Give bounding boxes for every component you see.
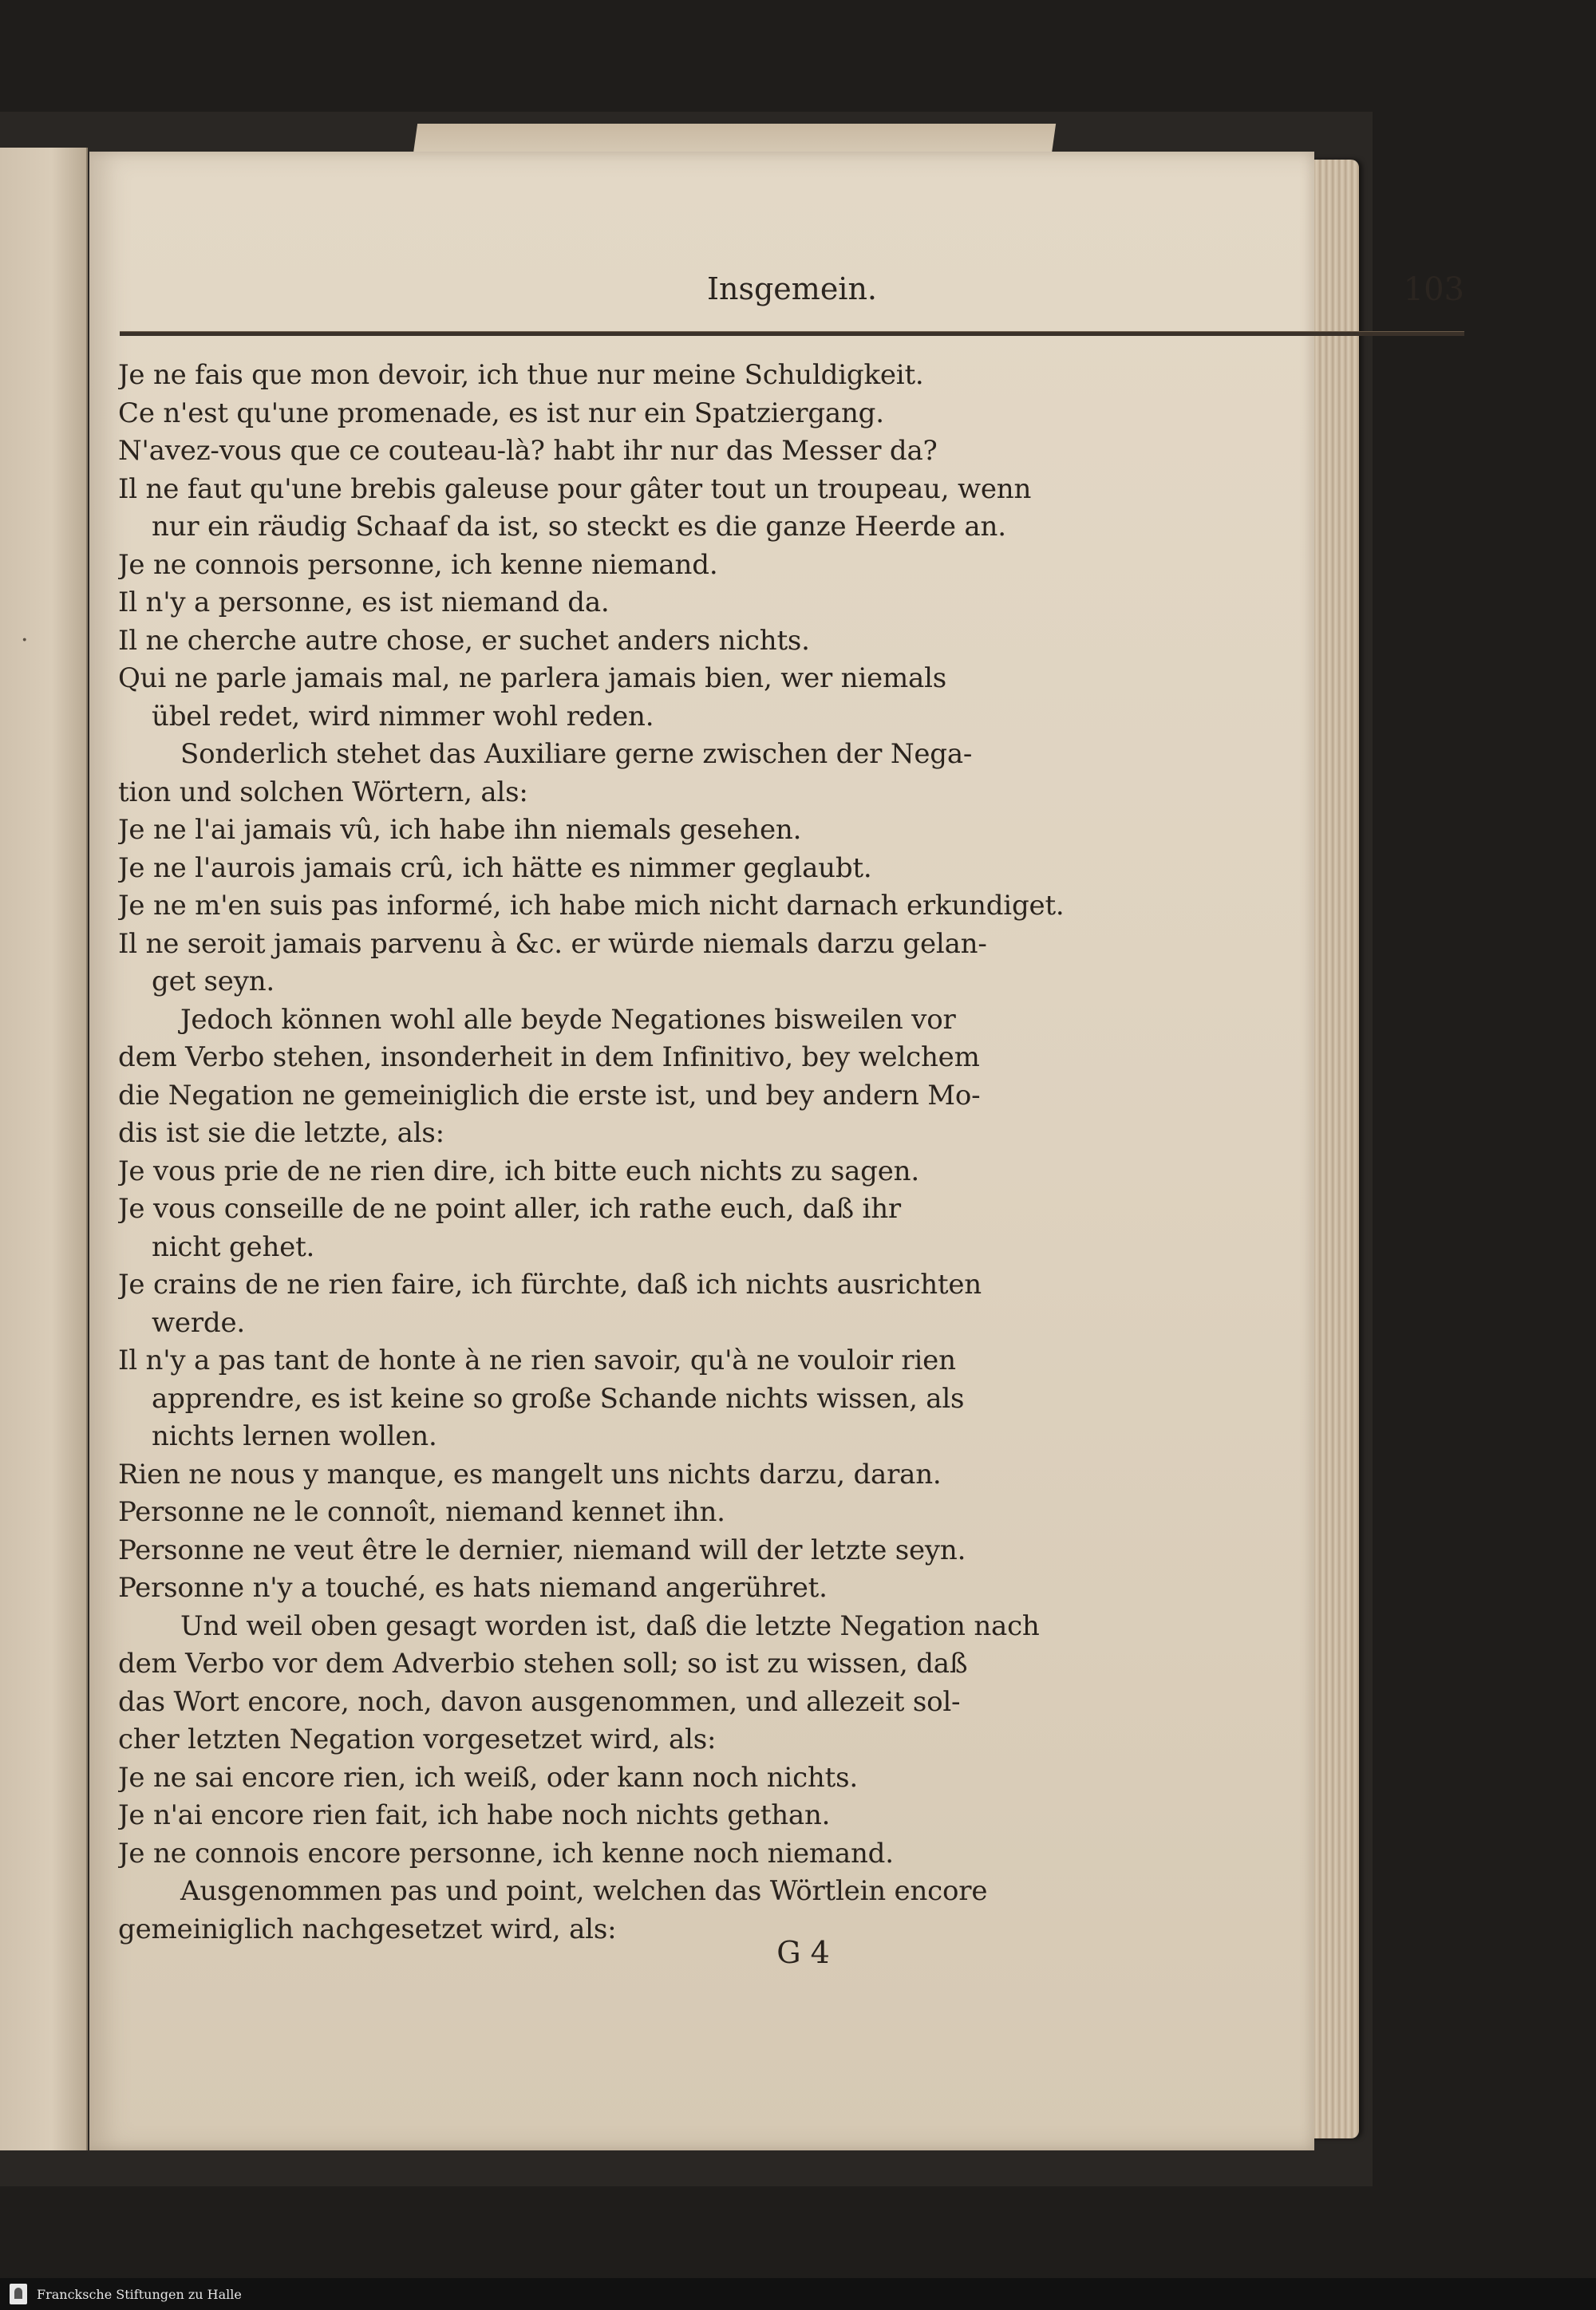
margin-mark: · [21,626,29,654]
text-line: dem Verbo vor dem Adverbio stehen soll; so ist zu wissen, daß [118,1648,968,1680]
text-line: Je ne connois encore personne, ich kenne noch niemand. [118,1837,894,1870]
text-line: get seyn. [152,965,275,997]
text-line: Jedoch können wohl alle beyde Negationes bisweilen vor [180,1003,956,1036]
text-line: werde. [152,1306,245,1339]
text-line: Und weil oben gesagt worden ist, daß die letzte Negation nach [180,1609,1040,1642]
text-line: übel redet, wird nimmer wohl reden. [152,700,654,732]
text-line: Il ne cherche autre chose, er suchet anders nichts. [118,624,810,657]
text-line: gemeiniglich nachgesetzet wird, als: [118,1913,617,1945]
text-line: cher letzten Negation vorgesetzet wird, als: [118,1724,717,1755]
text-line: Je vous prie de ne rien dire, ich bitte euch nichts zu sagen. [118,1155,919,1187]
text-line: Qui ne parle jamais mal, ne parlera jamais bien, wer niemals [118,662,946,694]
text-line: Je crains de ne rien faire, ich fürchte, daß ich nichts ausrichten [118,1269,982,1301]
text-line: die Negation ne gemeiniglich die erste ist, und bey andern Mo- [118,1079,981,1112]
signature-mark: G 4 [776,1935,830,1970]
text-line: Il n'y a personne, es ist niemand da. [118,586,610,618]
text-line: Je ne fais que mon devoir, ich thue nur meine Schuldigkeit. [118,359,924,391]
text-line: Je ne connois personne, ich kenne niemand. [118,548,718,581]
text-line: Je ne l'aurois jamais crû, ich hätte es nimmer geglaubt. [118,851,872,884]
foundation-logo-icon [10,2284,27,2304]
body-text [118,357,1488,1949]
text-line: dem Verbo stehen, insonderheit in dem Infinitivo, bey welchem [118,1041,980,1073]
running-title: Insgemein. [706,271,878,306]
text-line: Sonderlich stehet das Auxiliare gerne zwischen der Nega- [180,738,973,770]
text-line: Ce n'est qu'une promenade, es ist nur ein Spatziergang. [118,397,884,429]
text-line: Personne ne veut être le dernier, niemand will der letzte seyn. [118,1534,966,1566]
header-rule [120,331,1464,336]
footer-text: Francksche Stiftungen zu Halle [37,2286,242,2302]
left-page-edge [0,148,88,2150]
text-line: Il ne seroit jamais parvenu à &c. er würde niemals darzu gelan- [118,927,987,960]
text-line: Je ne sai encore rien, ich weiß, oder kann noch nichts. [118,1761,858,1794]
text-line: Il ne faut qu'une brebis galeuse pour gâter tout un troupeau, wenn [118,472,1032,505]
text-line: N'avez-vous que ce couteau-là? habt ihr nur das Messer da? [118,435,938,467]
text-line: dis ist sie die letzte, als: [118,1117,444,1149]
text-line: nicht gehet. [152,1230,315,1263]
footer-bar [0,2278,1596,2310]
text-line: Rien ne nous y manque, es mangelt uns nichts darzu, daran. [118,1458,942,1491]
text-line: Personne n'y a touché, es hats niemand angerühret. [118,1572,828,1604]
text-line: Personne ne le connoît, niemand kennet ihn. [118,1496,725,1528]
text-line: Je ne m'en suis pas informé, ich habe mich nicht darnach erkundiget. [118,890,1065,922]
text-line: nichts lernen wollen. [152,1420,437,1452]
text-line: tion und solchen Wörtern, als: [118,776,528,808]
page-header [120,271,1464,311]
text-line: Ausgenommen pas und point, welchen das Wörtlein encore [180,1875,988,1907]
text-line: Je vous conseille de ne point aller, ich rathe euch, daß ihr [118,1193,901,1225]
text-line: Je ne l'ai jamais vû, ich habe ihn niemals gesehen. [118,814,802,846]
text-line: apprendre, es ist keine so große Schande nichts wissen, als [152,1382,965,1415]
text-line: das Wort encore, noch, davon ausgenommen, und allezeit sol- [118,1685,961,1718]
page-number: 103 [1403,271,1464,308]
text-line: Il n'y a pas tant de honte à ne rien savoir, qu'à ne vouloir rien [118,1345,956,1376]
text-line: Je n'ai encore rien fait, ich habe noch nichts gethan. [118,1799,831,1831]
text-line: nur ein räudig Schaaf da ist, so steckt es die ganze Heerde an. [152,511,1006,543]
